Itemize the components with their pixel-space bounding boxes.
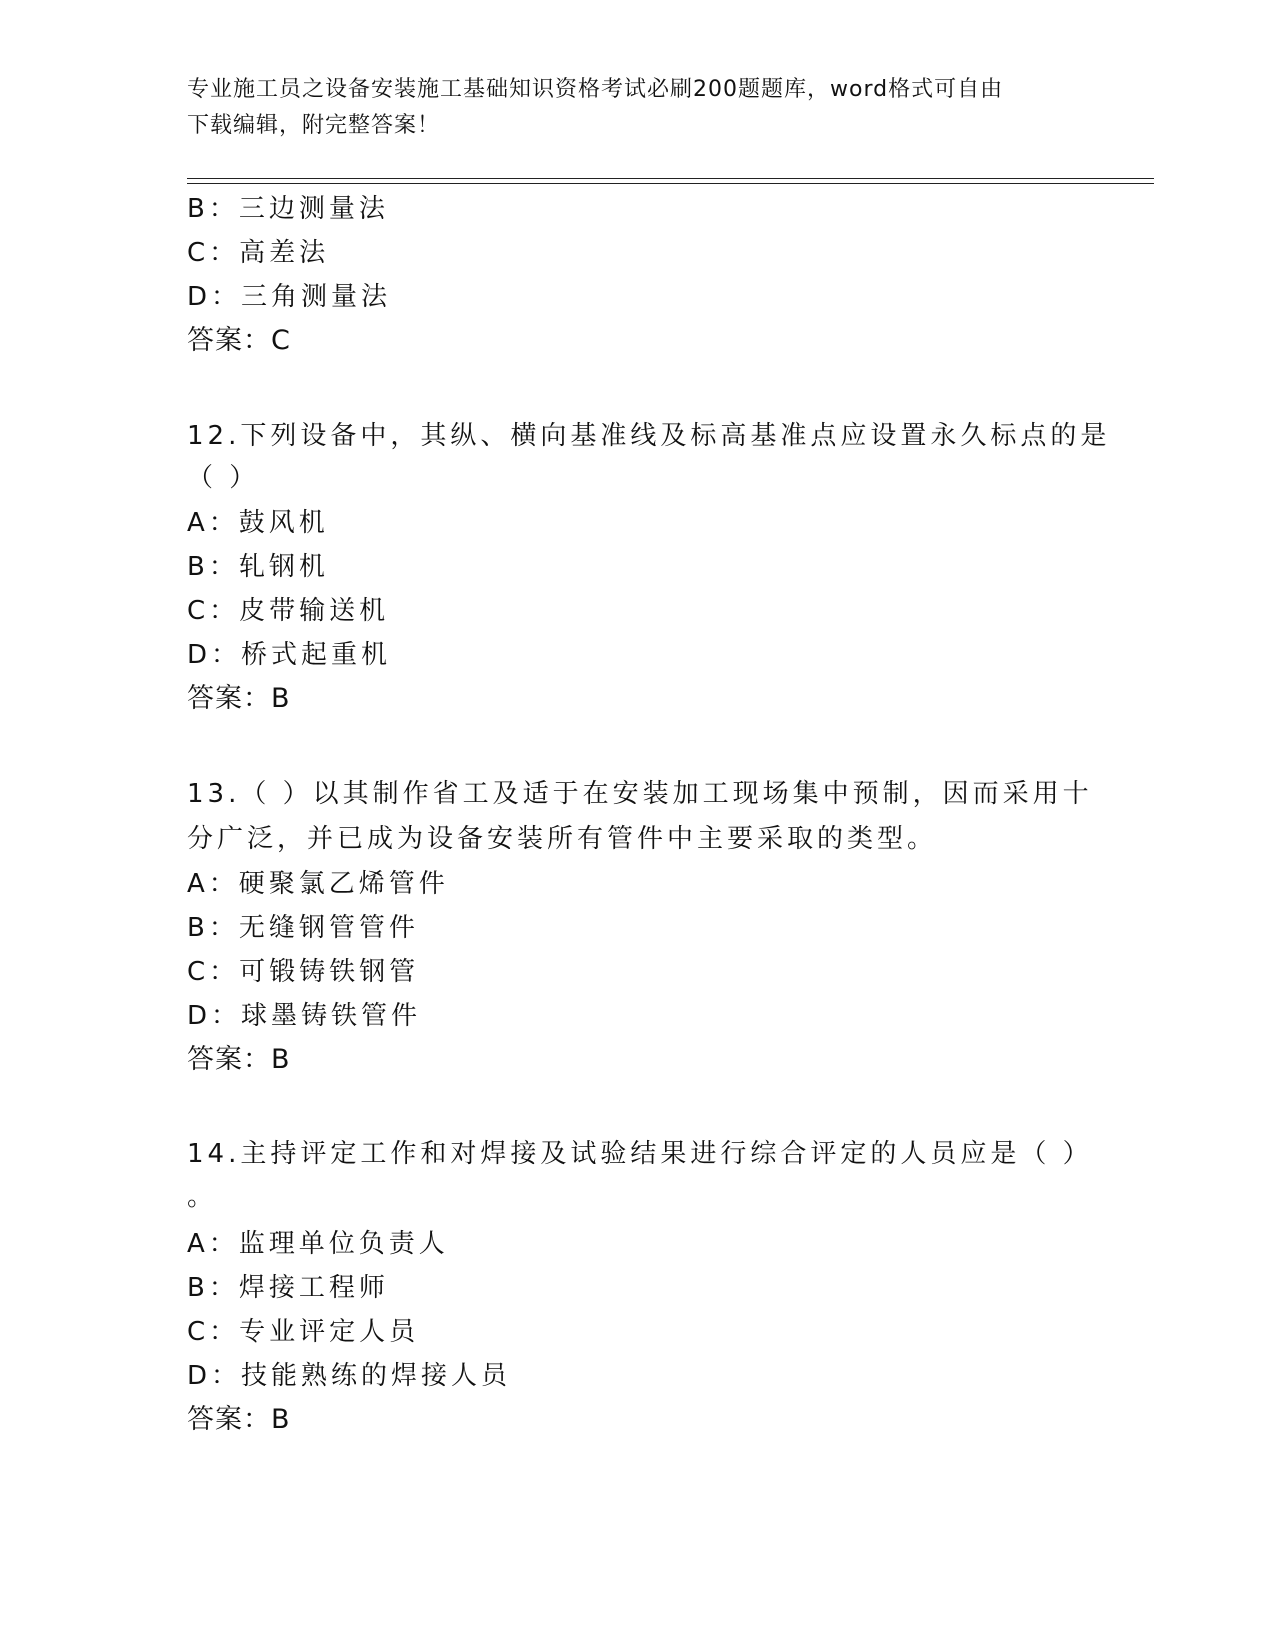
header-line-1: 专业施工员之设备安装施工基础知识资格考试必刷200题题库，word格式可自由 bbox=[187, 77, 1004, 102]
q12-option-b: B：轧钢机 bbox=[187, 552, 329, 582]
q12-option-d: D：桥式起重机 bbox=[187, 640, 392, 670]
q14-option-a: A：监理单位负责人 bbox=[187, 1229, 449, 1259]
q14-question-line-1: 14.主持评定工作和对焊接及试验结果进行综合评定的人员应是（ ） bbox=[187, 1139, 1093, 1169]
q13-question-line-2: 分广泛，并已成为设备安装所有管件中主要采取的类型。 bbox=[187, 824, 938, 854]
q12-option-a: A：鼓风机 bbox=[187, 508, 329, 538]
q13-question-line-1: 13.（ ）以其制作省工及适于在安装加工现场集中预制，因而采用十 bbox=[187, 779, 1093, 809]
q12-answer: 答案：B bbox=[187, 683, 291, 714]
q13-option-c: C：可锻铸铁钢管 bbox=[187, 957, 420, 987]
q13-option-b: B：无缝钢管管件 bbox=[187, 913, 419, 943]
q14-answer: 答案：B bbox=[187, 1404, 291, 1435]
q11-option-b: B：三边测量法 bbox=[187, 194, 389, 224]
header-divider-bottom bbox=[187, 183, 1154, 184]
q12-question-line-2: （ ） bbox=[187, 463, 260, 493]
header-line-2: 下载编辑，附完整答案！ bbox=[187, 113, 441, 138]
q14-option-d: D：技能熟练的焊接人员 bbox=[187, 1361, 512, 1391]
q11-answer: 答案：C bbox=[187, 325, 291, 356]
q12-question-line-1: 12.下列设备中，其纵、横向基准线及标高基准点应设置永久标点的是 bbox=[187, 421, 1111, 451]
q13-option-d: D：球墨铸铁管件 bbox=[187, 1001, 422, 1031]
q13-answer: 答案：B bbox=[187, 1044, 291, 1075]
q13-option-a: A：硬聚氯乙烯管件 bbox=[187, 869, 449, 899]
q14-option-c: C：专业评定人员 bbox=[187, 1317, 420, 1347]
header-divider-top bbox=[187, 178, 1154, 179]
q11-option-d: D：三角测量法 bbox=[187, 282, 392, 312]
q11-option-c: C：高差法 bbox=[187, 238, 330, 268]
q14-option-b: B：焊接工程师 bbox=[187, 1273, 389, 1303]
q12-option-c: C：皮带输送机 bbox=[187, 596, 390, 626]
document-header bbox=[187, 72, 1087, 144]
q14-question-line-2: 。 bbox=[187, 1182, 218, 1212]
